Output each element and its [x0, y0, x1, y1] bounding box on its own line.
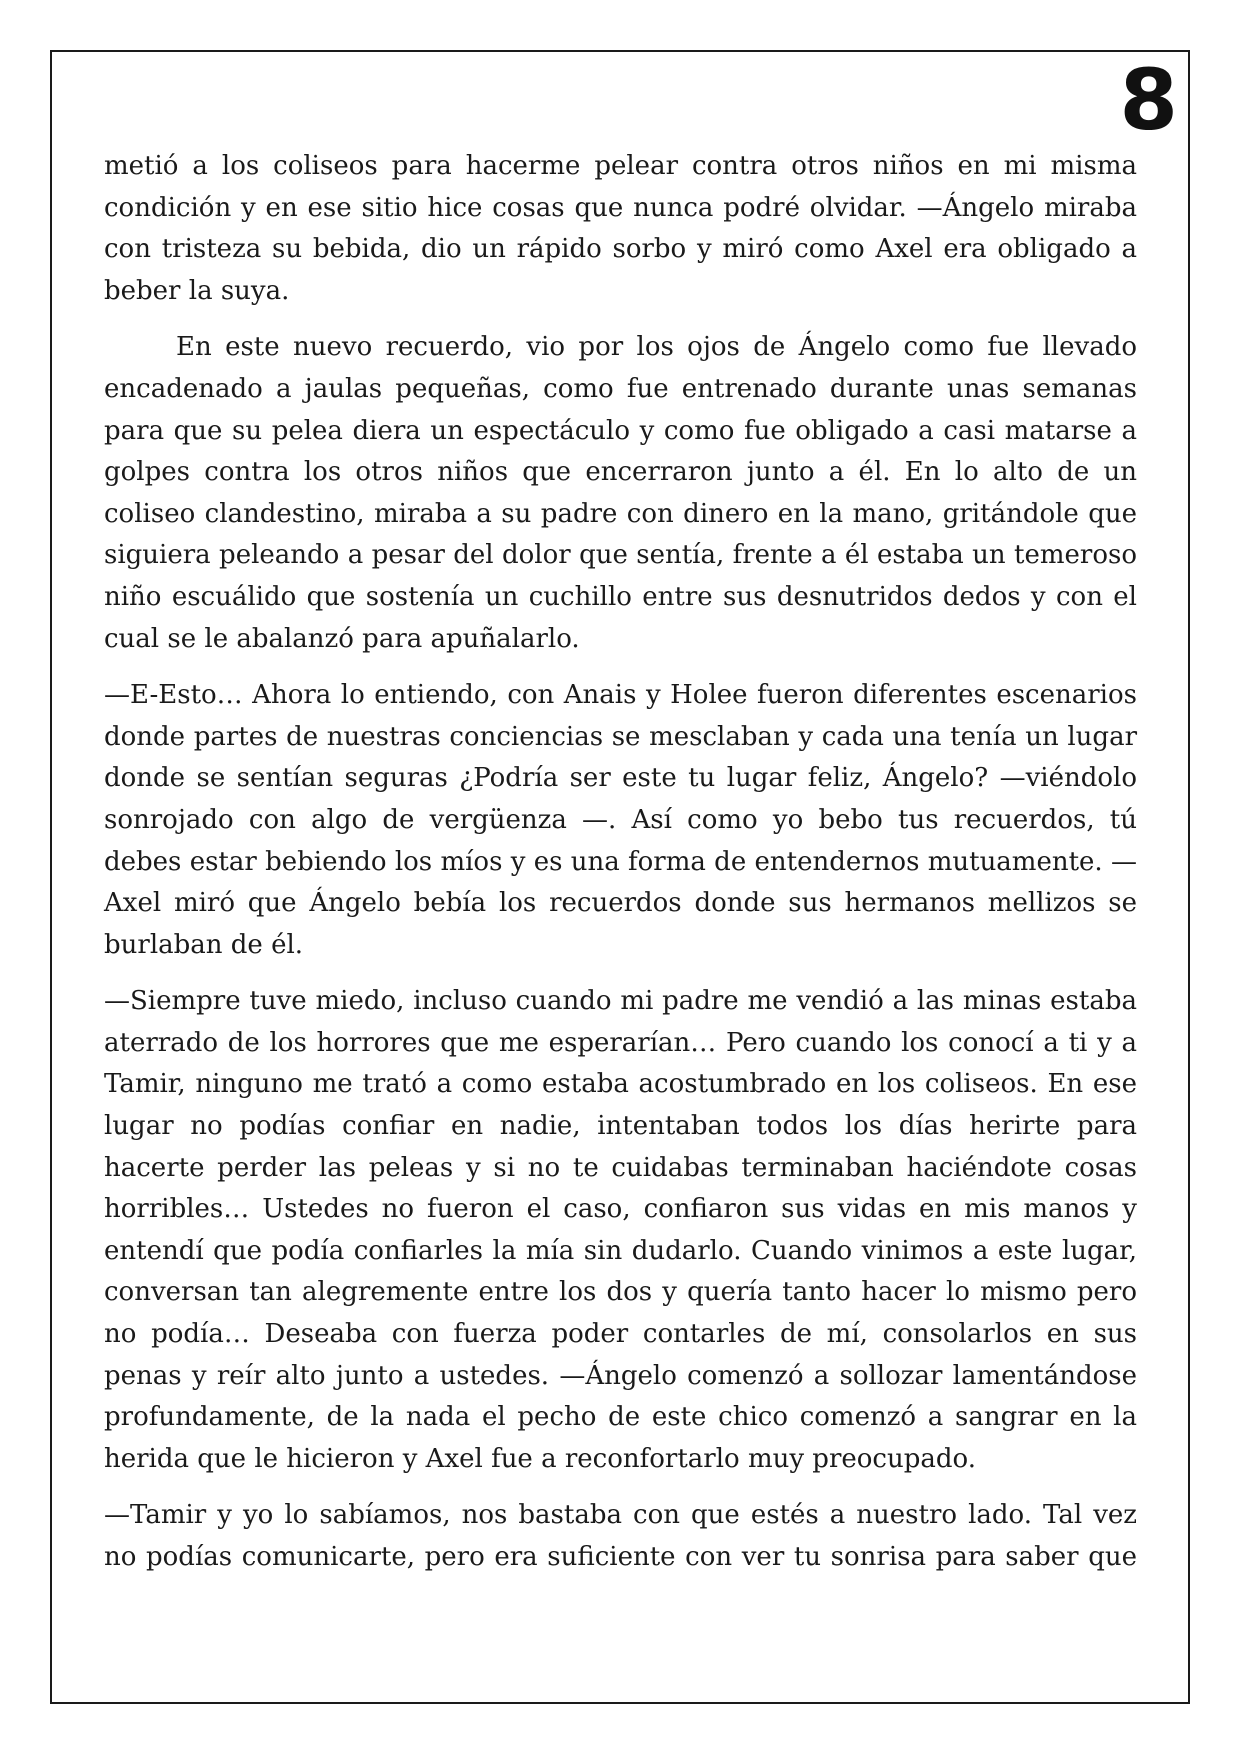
body-text: [104, 146, 1137, 1594]
page-number: 8: [1119, 51, 1178, 149]
paragraph: metió a los coliseos para hacerme pelear contra otros niños en mi misma condición y en ese sitio hice cosas que nunca podré olvidar. —Ángelo miraba con tristeza su bebida, dio un rápido sorbo y miró como Axel era obligado a beber la suya.: [104, 151, 1137, 306]
paragraph: —E-Esto… Ahora lo entiendo, con Anais y Holee fueron diferentes escenarios donde partes de nuestras conciencias se mesclaban y cada una tenía un lugar donde se sentían seguras ¿Podría ser este tu lugar feliz, Ángelo? —viéndolo sonrojado con algo de vergüenza —. Así como yo bebo tus recuerdos, tú debes estar bebiendo los míos y es una forma de entendernos mutuamente. —Axel miró que Ángelo bebía los recuerdos donde sus hermanos mellizos se burlaban de él.: [104, 680, 1137, 960]
paragraph: —Tamir y yo lo sabíamos, nos bastaba con que estés a nuestro lado. Tal vez no podías comunicarte, pero era suficiente con ver tu sonrisa para saber que: [104, 1500, 1137, 1572]
paragraph: En este nuevo recuerdo, vio por los ojos de Ángelo como fue llevado encadenado a jaulas pequeñas, como fue entrenado durante unas semanas para que su pelea diera un espectáculo y como fue obligado a casi matarse a golpes contra los otros niños que encerraron junto a él. En lo alto de un coliseo clandestino, miraba a su padre con dinero en la mano, gritándole que siguiera peleando a pesar del dolor que sentía, frente a él estaba un temeroso niño escuálido que sostenía un cuchillo entre sus desnutridos dedos y con el cual se le abalanzó para apuñalarlo.: [104, 332, 1137, 654]
paragraph: —Siempre tuve miedo, incluso cuando mi padre me vendió a las minas estaba aterrado de los horrores que me esperarían… Pero cuando los conocí a ti y a Tamir, ninguno me trató a como estaba acostumbrado en los coliseos. En ese lugar no podías confiar en nadie, intentaban todos los días herirte para hacerte perder las peleas y si no te cuidabas terminaban haciéndote cosas horribles… Ustedes no fueron el caso, confiaron sus vidas en mis manos y entendí que podía confiarles la mía sin dudarlo. Cuando vinimos a este lugar, conversan tan alegremente entre los dos y quería tanto hacer lo mismo pero no podía… Deseaba con fuerza poder contarles de mí, consolarlos en sus penas y reír alto junto a ustedes. —Ángelo comenzó a sollozar lamentándose profundamente, de la nada el pecho de este chico comenzó a sangrar en la herida que le hicieron y Axel fue a reconfortarlo muy preocupado.: [104, 986, 1137, 1474]
